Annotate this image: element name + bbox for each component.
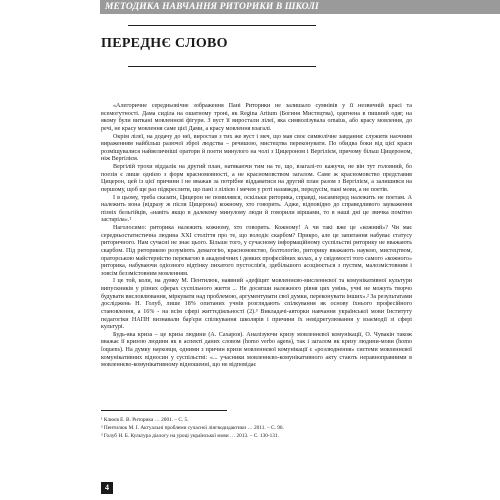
footnote: ¹ Клюєв Е. В. Риторика … 2001. – С. 5. — [101, 417, 189, 423]
footnote: ² Пентилюк М. І. Актуальні проблеми сучасної лінгводидактики … 2011. – С. 96. — [101, 425, 284, 431]
footnote: ³ Голуб Н. Б. Культура діалогу на уроці української мови … 2013. – С. 130-131. — [101, 433, 279, 439]
footnote-rule — [101, 410, 227, 411]
page-title: ПЕРЕДНЄ СЛОВО — [101, 36, 228, 51]
heading-rule-bottom — [128, 66, 316, 67]
running-header: МЕТОДИКА НАВЧАННЯ РИТОРИКИ В ШКОЛІ — [105, 2, 319, 12]
paragraph: Окрім лілеї, на додачу до неї, виростав з тих же вуст і меч, що мав своє символічне завдання: служити наочним вираженням найбільш разючої зброї людства – речишою, мистецтва переконувати. По обидва боки від цієї краси розміщувалися найвеличніші оратори й поети минулого на чолі з Цицероном і Вергілієм, причому більш Цицероном, ніж Вергілієм. — [101, 133, 412, 163]
heading-rule-top — [128, 25, 316, 26]
paragraph: І в цьому, треба сказати, Цицерон не помилявся, оскільки риторика, справді, насамперед належить не поетам. А належить вона (відразу ж після Цицерона) кожному, хто говорить. Адже, відповідно до справедливого зауваження пізніх бельгійців, «навіть якщо в далекому минулому люди й говорили віршами, то в наші дні це звичка помітно застаріла».¹ — [101, 194, 412, 224]
paragraph: Вергілій трохи віддалік на другий план, натякаючи тим на те, що, взагалі-то кажучи, не він тут головний, бо поезія є лише однією з форм красномовності, а не красномовством загалом. Саме ж красномовство представив Цицерон, цей із цієї причини і не вважав за потрібне віддаватися на другий план разом з Вергілієм, а залишився на першому, щоб ще раз підкреслити, що пані з лілією і мечем у роті назавжди, передусім, пані мови, а не поетів. — [101, 164, 412, 193]
footnotes — [101, 417, 401, 441]
paragraph: І це той, коли, на думку М. Пентилюк, наявний «дефіцит мовленнєво-мисленнєвої та комунікативної культури випускників у різних сферах суспільного життя ... Не досягши належного рівня цих умінь, учні не можуть творчо будувати висловлювання, міркувати над проблемою, аргументувати свої думки, переконувати інших».² За результатами досліджень Н. Голуб, лише 18% опитаних учнів розглядають спілкування як основу їхнього професійного становлення, а 16% - на всім сфері життєдіяльності (2).³ Викладачі-авторки навчання української мови Інституту педагогіки НАПН визнавали бар'єри спілкування школярів і причини їх невідрегулювання у взаємодії зі сфері культурі. — [101, 278, 412, 331]
paragraph: Будь-яка криза – це криза людини (А. Сахаров). Аналізуючи кризу мовленнєвої комунікації, О. Чувакін також вважає її кризою людини як в аспекті даних словом (homo verbo agens), так і загалом як кризу людини-мови (homo loquens). На думку науковця, одними з причин кризи мовленнєвої комунікації є «розлюднення» системи мовленнєвої комунікативних відносин у суспільстві: «... учасники мовленнєво-комунікативного акту стають неравноправними в мовленнєво-комунікативному відношенні, що не відповідає — [101, 331, 412, 369]
paragraph: Наголосимо: риторика належить кожному, хто говорить. Кожному! А чи такі вже це «кожний»? Чи має середньостатистична людина XXI століття про те, що володіє скарбом? Прикро, але це запитання набуває статусу риторичного. Нам сучасні не знає цього. Більше того, у сучасному інформаційному суспільстві риторику не вважають скарбом. Під риторикою розуміють демагогію, красномовство, болтологію, риторику вважають наукою, мистецтвом, ораторською майстерністю перевагою в академічних і деяких професійних колах, а у свідомості того самого «кожного» риторика, набуваючи одіозного відтінку пихатого пустослів'я, здебільшого асоціюється з пустим, малозмістовним і зовсім беззмістовним мовленням. — [101, 225, 412, 277]
page-number: 4 — [101, 482, 113, 494]
body-text — [101, 103, 412, 370]
paragraph: «Алегоричне середньовічне зображення Пані Риторики не залишало сумнівів у її незвичній красі та всемогутності. Дама сиділа на ошатному троні, як Regina Artium (Богиня Мистецтва), одягнена в пишний одяг, на якому були виткані мовленнєві фігури. З вуст її виростали лілеї, яка символізувала ornatus, або красу мовлення, до речі, не красу мовлення саме цієї Дами, а красу мовлення взагалі. — [101, 103, 412, 132]
